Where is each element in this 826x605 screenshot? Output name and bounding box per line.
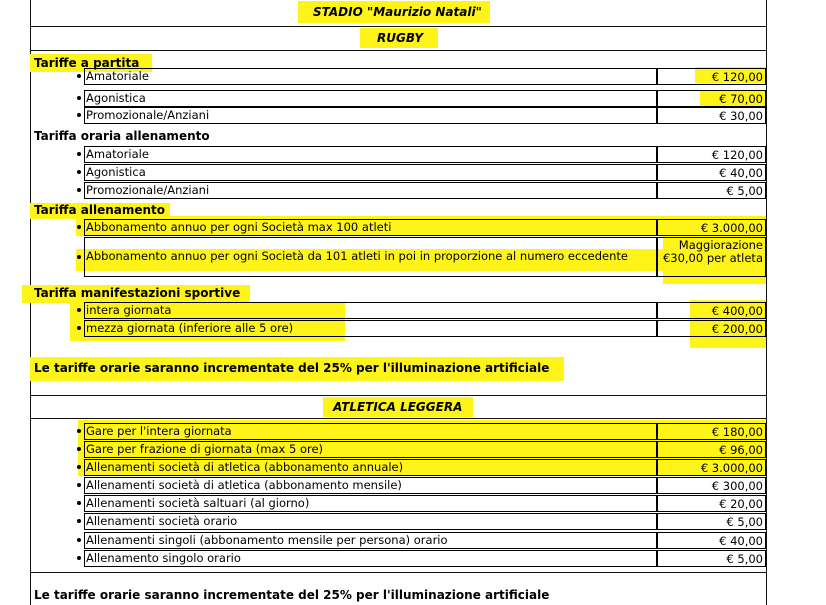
bullet-icon (77, 308, 81, 312)
section-manifestazioni: Tariffa manifestazioni sportive (34, 286, 241, 300)
bullet-icon (77, 225, 81, 229)
row-label: Allenamenti società saltuari (al giorno) (86, 496, 310, 510)
row-label: Abbonamento annuo per ogni Società max 100 atleti (86, 220, 392, 234)
section-tariffa-oraria: Tariffa oraria allenamento (34, 129, 210, 143)
row-price: € 5,00 (726, 515, 763, 529)
page-title: STADIO "Maurizio Natali" (313, 5, 482, 19)
section-tariffa-allenamento: Tariffa allenamento (34, 203, 166, 217)
table-row (77, 441, 766, 458)
row-price: € 40,00 (719, 166, 763, 180)
row-label: Agonistica (86, 91, 146, 105)
bullet-icon (77, 447, 81, 451)
row-label: Gare per l'intera giornata (86, 424, 232, 438)
bullet-icon (77, 538, 81, 542)
bullet-icon (77, 188, 81, 192)
row-label: mezza giornata (inferiore alle 5 ore) (86, 321, 294, 335)
row-label: Allenamenti società orario (86, 514, 238, 528)
table-row (77, 90, 766, 107)
section-tariffe-partita: Tariffe a partita (34, 56, 140, 70)
table-row (77, 459, 766, 476)
bullet-icon (77, 170, 81, 174)
row-price: € 400,00 (711, 304, 763, 318)
row-label: intera giornata (86, 303, 172, 317)
row-price: Maggiorazione €30,00 per atleta (662, 238, 763, 265)
row-price: € 5,00 (726, 184, 763, 198)
bullet-icon (77, 96, 81, 100)
bullet-icon (77, 501, 81, 505)
row-price: € 3.000,00 (700, 221, 763, 235)
table-row (77, 107, 766, 124)
title-divider (30, 26, 767, 27)
table-row (77, 477, 766, 494)
bullet-icon (77, 429, 81, 433)
table-row (77, 423, 766, 440)
rugby-illumination-note: Le tariffe orarie saranno incrementate del 25% per l'illuminazione artificiale (34, 361, 550, 375)
table-row (77, 302, 766, 319)
row-price: € 300,00 (711, 479, 763, 493)
row-label: Amatoriale (86, 147, 149, 161)
table-row (77, 495, 766, 512)
row-label: Allenamenti società di atletica (abbonamento annuale) (86, 460, 404, 474)
table-row (77, 532, 766, 549)
bullet-icon (77, 519, 81, 523)
atletica-heading: ATLETICA LEGGERA (333, 400, 463, 414)
atletica-illumination-note: Le tariffe orarie saranno incrementate del 25% per l'illuminazione artificiale (34, 588, 550, 602)
bullet-icon (77, 152, 81, 156)
table-row (77, 68, 766, 85)
row-price: € 120,00 (711, 70, 763, 84)
right-border (766, 0, 767, 605)
row-price: € 180,00 (711, 425, 763, 439)
bullet-icon (77, 483, 81, 487)
table-row (77, 219, 766, 236)
row-price: € 20,00 (719, 497, 763, 511)
row-label: Abbonamento annuo per ogni Società da 101 atleti in poi in proporzione al numero eccedente (86, 249, 628, 263)
bullet-icon (77, 465, 81, 469)
row-label: Allenamenti singoli (abbonamento mensile per persona) orario (86, 533, 448, 547)
row-price: € 70,00 (719, 92, 763, 106)
bullet-icon (77, 556, 81, 560)
row-label: Allenamenti società di atletica (abbonamento mensile) (86, 478, 402, 492)
bullet-icon (77, 113, 81, 117)
rugby-heading-divider (30, 50, 767, 51)
row-label: Allenamento singolo orario (86, 551, 241, 565)
row-label: Amatoriale (86, 69, 149, 83)
table-row (77, 513, 766, 530)
row-price: € 5,00 (726, 552, 763, 566)
bullet-icon (77, 255, 81, 259)
row-label: Agonistica (86, 165, 146, 179)
table-row (77, 146, 766, 163)
table-row (77, 320, 766, 337)
row-label: Gare per frazione di giornata (max 5 ore) (86, 442, 324, 456)
bullet-icon (77, 326, 81, 330)
row-price: € 120,00 (711, 148, 763, 162)
row-label: Promozionale/Anziani (86, 183, 210, 197)
row-price: € 96,00 (719, 443, 763, 457)
atletica-heading-divider (30, 418, 767, 419)
bullet-icon (77, 74, 81, 78)
row-price: € 30,00 (719, 109, 763, 123)
row-label: Promozionale/Anziani (86, 108, 210, 122)
row-price: € 3.000,00 (700, 461, 763, 475)
rugby-heading: RUGBY (377, 31, 424, 45)
table-row (77, 237, 766, 277)
atletica-top-divider (30, 395, 767, 396)
table-row (77, 164, 766, 181)
row-price: € 200,00 (711, 322, 763, 336)
row-price: € 40,00 (719, 534, 763, 548)
table-row (77, 182, 766, 199)
table-row (77, 550, 766, 567)
bottom-divider (30, 572, 767, 573)
